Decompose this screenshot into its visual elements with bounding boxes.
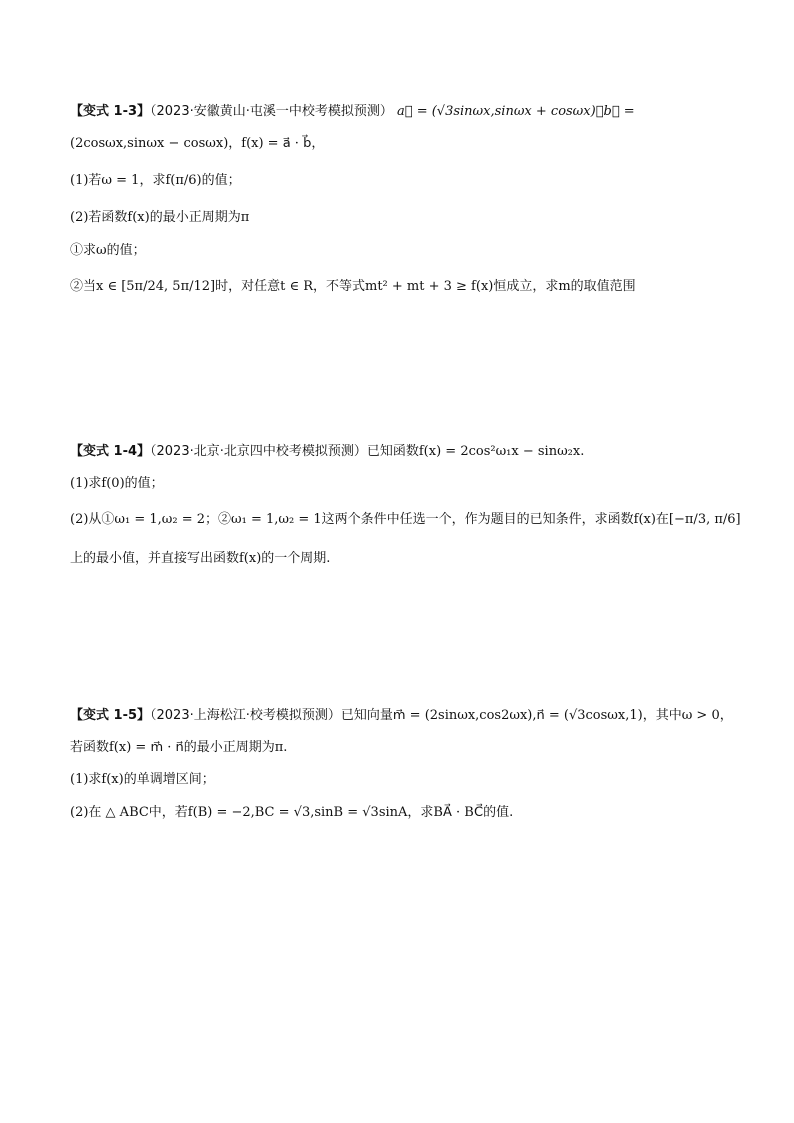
problem-text: ①求ω的值； xyxy=(70,243,146,258)
problem-text: (1)求f(x)的单调增区间； xyxy=(70,772,215,787)
problem-text: (2)若函数f(x)的最小正周期为π xyxy=(70,210,250,225)
problem-1-4-header xyxy=(70,442,754,462)
problem-1-3-header xyxy=(70,102,754,122)
problem-text: (2)在 △ ABC中，若f(B) = −2,BC = √3,sinB = √3sinA，求BA⃗ · BC⃗的值. xyxy=(70,805,514,820)
problem-text: (1)求f(0)的值； xyxy=(70,476,164,491)
problem-source: （2023·上海松江·校考模拟预测） xyxy=(150,708,341,723)
problem-text: 若函数f(x) = m⃗ · n⃗的最小正周期为π. xyxy=(70,740,288,755)
problem-tag: 【变式 1-4】 xyxy=(70,444,151,459)
problem-text: ②当x ∈ [5π/24, 5π/12]时，对任意t ∈ R，不等式mt² + mt + 3 ≥ f(x)恒成立，求m的取值范围 xyxy=(70,279,636,294)
problem-source: （2023·北京·北京四中校考模拟预测） xyxy=(150,444,367,459)
problem-text: 已知向量m⃗ = (2sinωx,cos2ωx),n⃗ = (√3cosωx,1)，其中ω > 0， xyxy=(340,708,733,723)
problem-text: 上的最小值，并直接写出函数f(x)的一个周期. xyxy=(70,551,331,566)
problem-text: (2cosωx,sinωx − cosωx)，f(x) = a⃗ · b⃗， xyxy=(70,136,325,151)
problem-text: (2)从①ω₁ = 1,ω₂ = 2；②ω₁ = 1,ω₂ = 1这两个条件中任选一个，作为题目的已知条件，求函数f(x)在[−π/3, π/6] xyxy=(70,512,741,527)
problem-1-5-header xyxy=(70,706,754,726)
problem-text: (1)若ω = 1，求f(π/6)的值； xyxy=(70,173,241,188)
problem-tag: 【变式 1-3】 xyxy=(70,104,151,119)
problem-text: 已知函数f(x) = 2cos²ω₁x − sinω₂x. xyxy=(366,444,585,459)
problem-source: （2023·安徽黄山·屯溪一中校考模拟预测） xyxy=(150,104,393,119)
problem-text: a⃗ = (√3sinωx,sinωx + cosωx)，b⃗ = xyxy=(397,104,635,119)
problem-tag: 【变式 1-5】 xyxy=(70,708,151,723)
